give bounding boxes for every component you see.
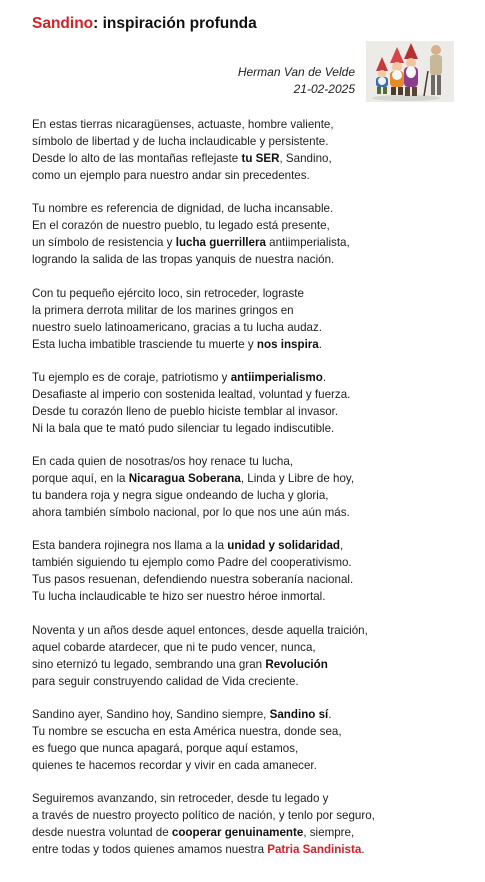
- poem-line: símbolo de libertad y de lucha inclaudicable y persistente.: [32, 135, 329, 148]
- poem-line: entre todas y todos quienes amamos nuestra Patria Sandinista.: [32, 843, 365, 857]
- poem-line: logrando la salida de las tropas yanquis de nuestra nación.: [32, 253, 335, 267]
- poem-line: para seguir construyendo calidad de Vida creciente.: [32, 674, 299, 688]
- poem-line: Desafiaste al imperio con sostenida lealtad, voluntad y fuerza.: [32, 387, 351, 401]
- poem-line: En cada quien de nosotras/os hoy renace tu lucha,: [32, 455, 294, 469]
- poem-line: es fuego que nunca apagará, porque aquí estamos,: [32, 742, 299, 756]
- poem-line: Desde lo alto de las montañas reflejaste tu SER, Sandino,: [32, 152, 332, 165]
- poem-line: también siguiendo tu ejemplo como Padre del cooperativismo.: [32, 556, 352, 570]
- title-highlight: Sandino: [32, 15, 94, 32]
- poem-line: En estas tierras nicaragüenses, actuaste, hombre valiente,: [32, 118, 334, 131]
- poem-line: nuestro suelo latinoamericano, gracias a tu lucha audaz.: [32, 320, 323, 334]
- poem-line: Tu lucha inclaudicable te hizo ser nuestro héroe inmortal.: [32, 590, 326, 604]
- poem-line: como un ejemplo para nuestro andar sin precedentes.: [32, 169, 310, 182]
- emphasis-text: nos inspira: [256, 337, 319, 351]
- poem-line: quienes te hacemos recordar y vivir en cada amanecer.: [32, 759, 317, 773]
- poem-line: Seguiremos avanzando, sin retroceder, desde tu legado y: [32, 792, 329, 806]
- emphasis-text: Revolución: [265, 657, 328, 671]
- emphasis-text: Nicaragua Soberana: [128, 472, 241, 486]
- title-rest: : inspiración profunda: [93, 15, 257, 32]
- poem-line: tu bandera roja y negra sigue ondeando de lucha y gloria,: [32, 489, 329, 503]
- emphasis-text: antiimperialismo: [230, 370, 323, 384]
- gnome-figurines-and-man-photo: [366, 41, 454, 102]
- poem-line: ahora también símbolo nacional, por lo que nos une aún más.: [32, 506, 350, 520]
- poem-line: Con tu pequeño ejército loco, sin retroceder, lograste: [32, 286, 304, 300]
- emphasis-text: lucha guerrillera: [175, 236, 266, 250]
- poem-line: a través de nuestro proyecto político de nación, y tenlo por seguro,: [32, 809, 375, 823]
- stanza: [32, 706, 472, 774]
- publication-date: 21-02-2025: [293, 82, 355, 96]
- poem-line: un símbolo de resistencia y lucha guerrillera antiimperialista,: [32, 236, 350, 250]
- stanza: [32, 537, 472, 605]
- poem-line: Noventa y un años desde aquel entonces, desde aquella traición,: [32, 623, 368, 637]
- poem-line: Tu ejemplo es de coraje, patriotismo y antiimperialismo.: [32, 370, 327, 384]
- poem-line: Tu nombre es referencia de dignidad, de lucha incansable.: [32, 202, 334, 216]
- poem-line: Sandino ayer, Sandino hoy, Sandino siempre, Sandino sí.: [32, 708, 332, 722]
- poem-body: [32, 116, 472, 875]
- photo-image: [366, 41, 454, 102]
- poem-line: desde nuestra voluntad de cooperar genuinamente, siempre,: [32, 826, 355, 840]
- poem-line: Tus pasos resuenan, defendiendo nuestra soberanía nacional.: [32, 573, 354, 587]
- stanza: [32, 200, 472, 268]
- poem-line: Desde tu corazón lleno de pueblo hiciste temblar al invasor.: [32, 404, 339, 418]
- poem-line: Esta lucha imbatible trasciende tu muerte y nos inspira.: [32, 337, 322, 351]
- poem-line: Tu nombre se escucha en esta América nuestra, donde sea,: [32, 725, 342, 739]
- poem-line: la primera derrota militar de los marines gringos en: [32, 303, 294, 317]
- author-block: [238, 64, 355, 98]
- poem-line: sino eternizó tu legado, sembrando una gran Revolución: [32, 657, 328, 671]
- emphasis-text: cooperar genuinamente: [171, 826, 304, 840]
- stanza: [32, 622, 472, 690]
- emphasis-text: unidad y solidaridad: [227, 539, 341, 553]
- poem-line: porque aquí, en la Nicaragua Soberana, Linda y Libre de hoy,: [32, 472, 355, 486]
- poem-title: [32, 15, 257, 33]
- emphasis-text: tu SER: [241, 152, 280, 165]
- stanza: [32, 116, 472, 184]
- poem-line: aquel cobarde atardecer, que ni te pudo vencer, nunca,: [32, 640, 316, 654]
- stanza: [32, 285, 472, 353]
- highlight-text: Patria Sandinista: [267, 843, 362, 857]
- author-name: Herman Van de Velde: [237, 65, 355, 79]
- stanza: [32, 453, 472, 521]
- stanza: [32, 790, 472, 858]
- poem-line: Esta bandera rojinegra nos llama a la unidad y solidaridad,: [32, 539, 344, 553]
- poem-line: En el corazón de nuestro pueblo, tu legado está presente,: [32, 219, 330, 233]
- emphasis-text: Sandino sí: [269, 708, 329, 722]
- stanza: [32, 369, 472, 437]
- poem-line: Ni la bala que te mató pudo silenciar tu legado indiscutible.: [32, 421, 335, 435]
